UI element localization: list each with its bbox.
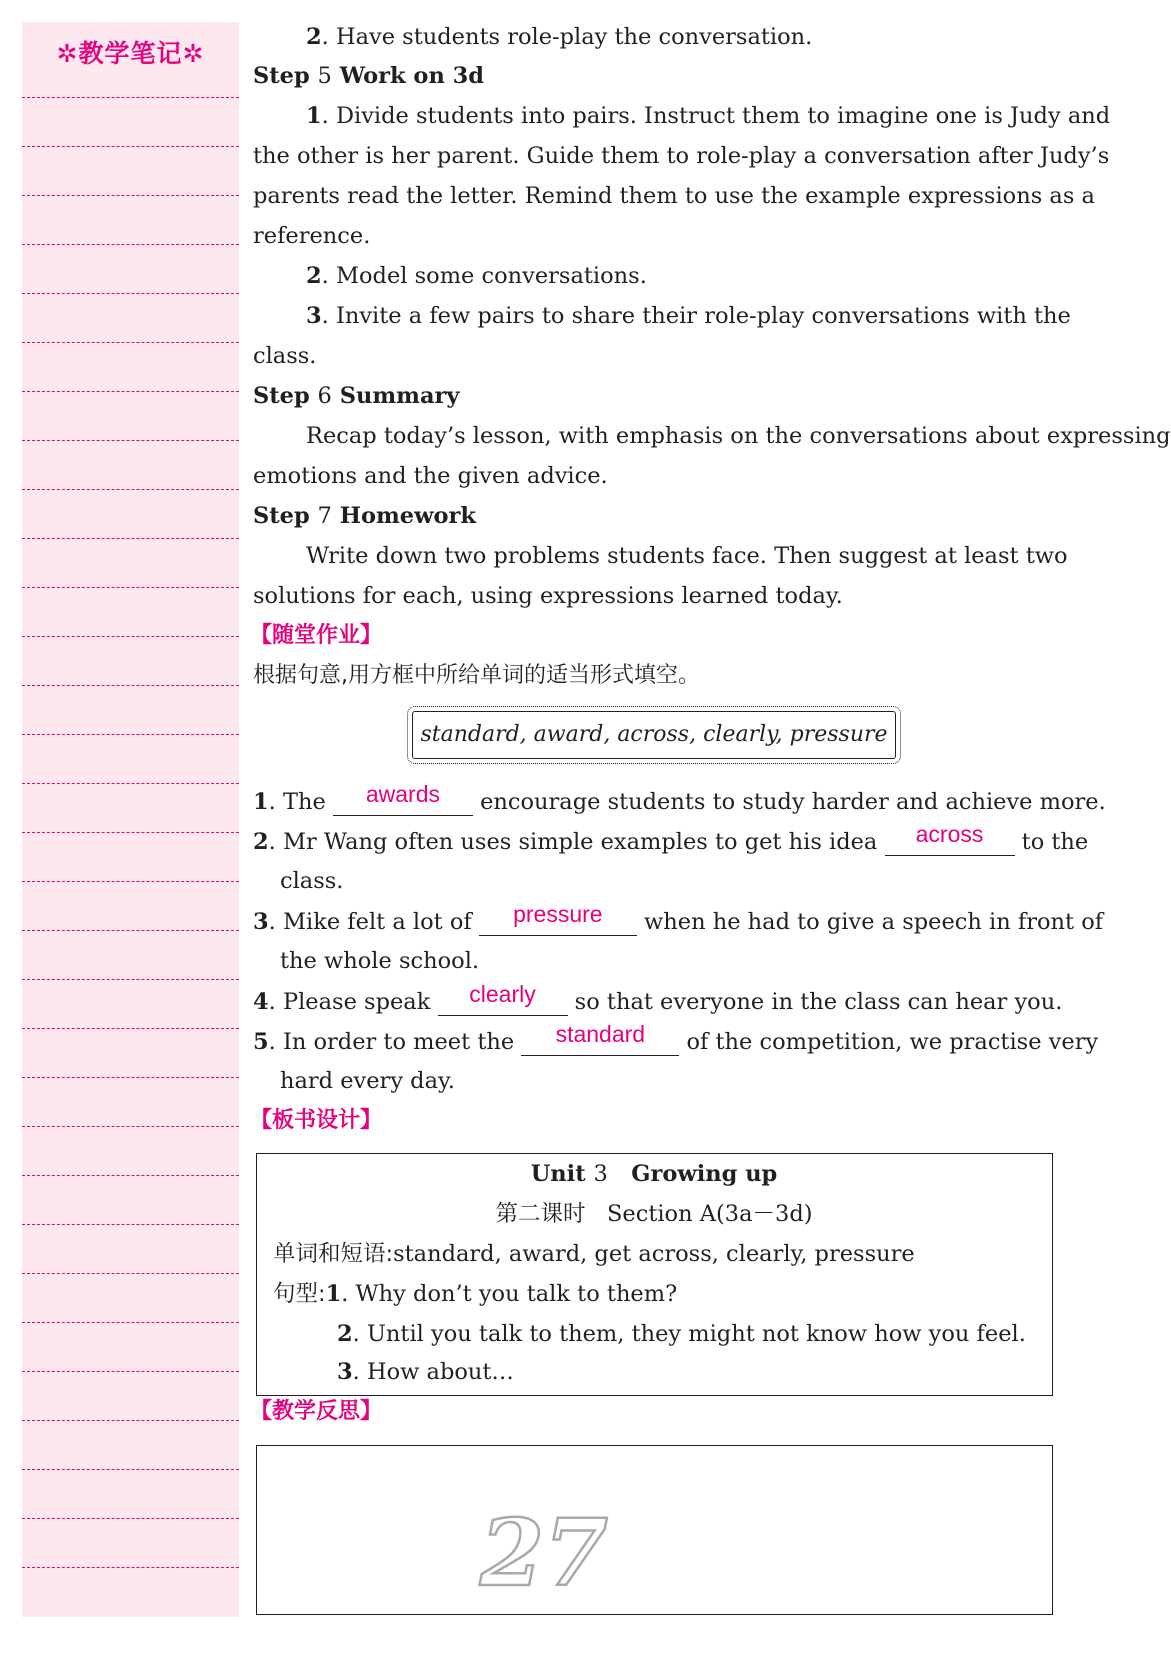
notes-sidebar (22, 22, 239, 1617)
step7-heading: Step 7 Homework (253, 503, 476, 529)
step5-item-1-line: the other is her parent. Guide them to role-play a conversation after Judy’s (253, 143, 1110, 169)
step6-heading: Step 6 Summary (253, 383, 460, 409)
note-line (22, 1518, 239, 1519)
step5-item-3-line: class. (253, 343, 317, 369)
step7-text-line: solutions for each, using expressions learned today. (253, 583, 843, 609)
classwork-heading: 【随堂作业】 (250, 623, 383, 648)
note-line (22, 1028, 239, 1029)
board-pattern-3: 3. How about… (337, 1359, 514, 1385)
page-number: 27 (479, 1499, 609, 1607)
note-line (22, 930, 239, 931)
note-line (22, 783, 239, 784)
note-line (22, 1126, 239, 1127)
exercise-item-4: 4. Please speak clearly so that everyone in the class can hear you. (253, 981, 1063, 1015)
answer-blank[interactable]: awards (333, 788, 473, 816)
board-design-box (256, 1153, 1053, 1396)
reflection-heading: 【教学反思】 (250, 1399, 383, 1424)
note-line (22, 244, 239, 245)
step5-item-1: 1. Divide students into pairs. Instruct them to imagine one is Judy and (306, 103, 1111, 129)
exercise-item-3-cont: the whole school. (280, 948, 480, 974)
step6-text-line: emotions and the given advice. (253, 463, 608, 489)
note-line (22, 440, 239, 441)
note-line (22, 1224, 239, 1225)
note-line (22, 195, 239, 196)
reflection-box[interactable] (256, 1445, 1053, 1615)
note-line (22, 342, 239, 343)
exercise-item-3: 3. Mike felt a lot of pressure when he had to give a speech in front of (253, 901, 1104, 935)
note-line (22, 97, 239, 98)
answer-blank[interactable]: standard (521, 1028, 679, 1056)
note-line (22, 489, 239, 490)
note-line (22, 293, 239, 294)
word-box: standard, award, across, clearly, pressure (412, 711, 896, 759)
classwork-instruction: 根据句意,用方框中所给单词的适当形式填空。 (253, 663, 700, 688)
note-line (22, 146, 239, 147)
answer-blank[interactable]: across (885, 828, 1015, 856)
note-line (22, 587, 239, 588)
exercise-item-2: 2. Mr Wang often uses simple examples to get his idea across to the (253, 821, 1089, 855)
note-line (22, 734, 239, 735)
step5-item-1-line: parents read the letter. Remind them to use the example expressions as a (253, 183, 1095, 209)
note-line (22, 832, 239, 833)
exercise-item-1: 1. The awards encourage students to study harder and achieve more. (253, 781, 1106, 815)
sidebar-title: ✲教学笔记✲ (56, 39, 205, 68)
board-pattern-2: 2. Until you talk to them, they might not know how you feel. (337, 1321, 1026, 1347)
note-line (22, 1322, 239, 1323)
step7-text: Write down two problems students face. Then suggest at least two (306, 543, 1068, 569)
note-line (22, 1273, 239, 1274)
exercise-item-5-cont: hard every day. (280, 1068, 455, 1094)
note-line (22, 391, 239, 392)
exercise-item-5: 5. In order to meet the standard of the competition, we practise very (253, 1021, 1099, 1055)
answer-blank[interactable]: pressure (479, 908, 637, 936)
board-pattern-1: 句型:1. Why don’t you talk to them? (273, 1281, 678, 1307)
step5-heading: Step 5 Work on 3d (253, 63, 485, 89)
note-line (22, 1469, 239, 1470)
note-line (22, 685, 239, 686)
note-line (22, 1567, 239, 1568)
note-line (22, 881, 239, 882)
board-design-heading: 【板书设计】 (250, 1108, 383, 1133)
answer-blank[interactable]: clearly (438, 988, 568, 1016)
step4-item-2: 2. Have students role-play the conversation. (306, 24, 813, 50)
step5-item-2: 2. Model some conversations. (306, 263, 647, 289)
board-unit-title: Unit 3 Growing up (530, 1161, 778, 1187)
exercise-item-2-cont: class. (280, 868, 344, 894)
note-line (22, 636, 239, 637)
step6-text: Recap today’s lesson, with emphasis on the conversations about expressing (306, 423, 1171, 449)
note-line (22, 1175, 239, 1176)
note-line (22, 1420, 239, 1421)
board-vocab: 单词和短语:standard, award, get across, clearly, pressure (273, 1241, 915, 1267)
note-line (22, 1371, 239, 1372)
step5-item-3: 3. Invite a few pairs to share their role-play conversations with the (306, 303, 1071, 329)
note-line (22, 979, 239, 980)
note-line (22, 538, 239, 539)
note-line (22, 1077, 239, 1078)
board-lesson: 第二课时 Section A(3a－3d) (495, 1201, 813, 1227)
step5-item-1-line: reference. (253, 223, 371, 249)
